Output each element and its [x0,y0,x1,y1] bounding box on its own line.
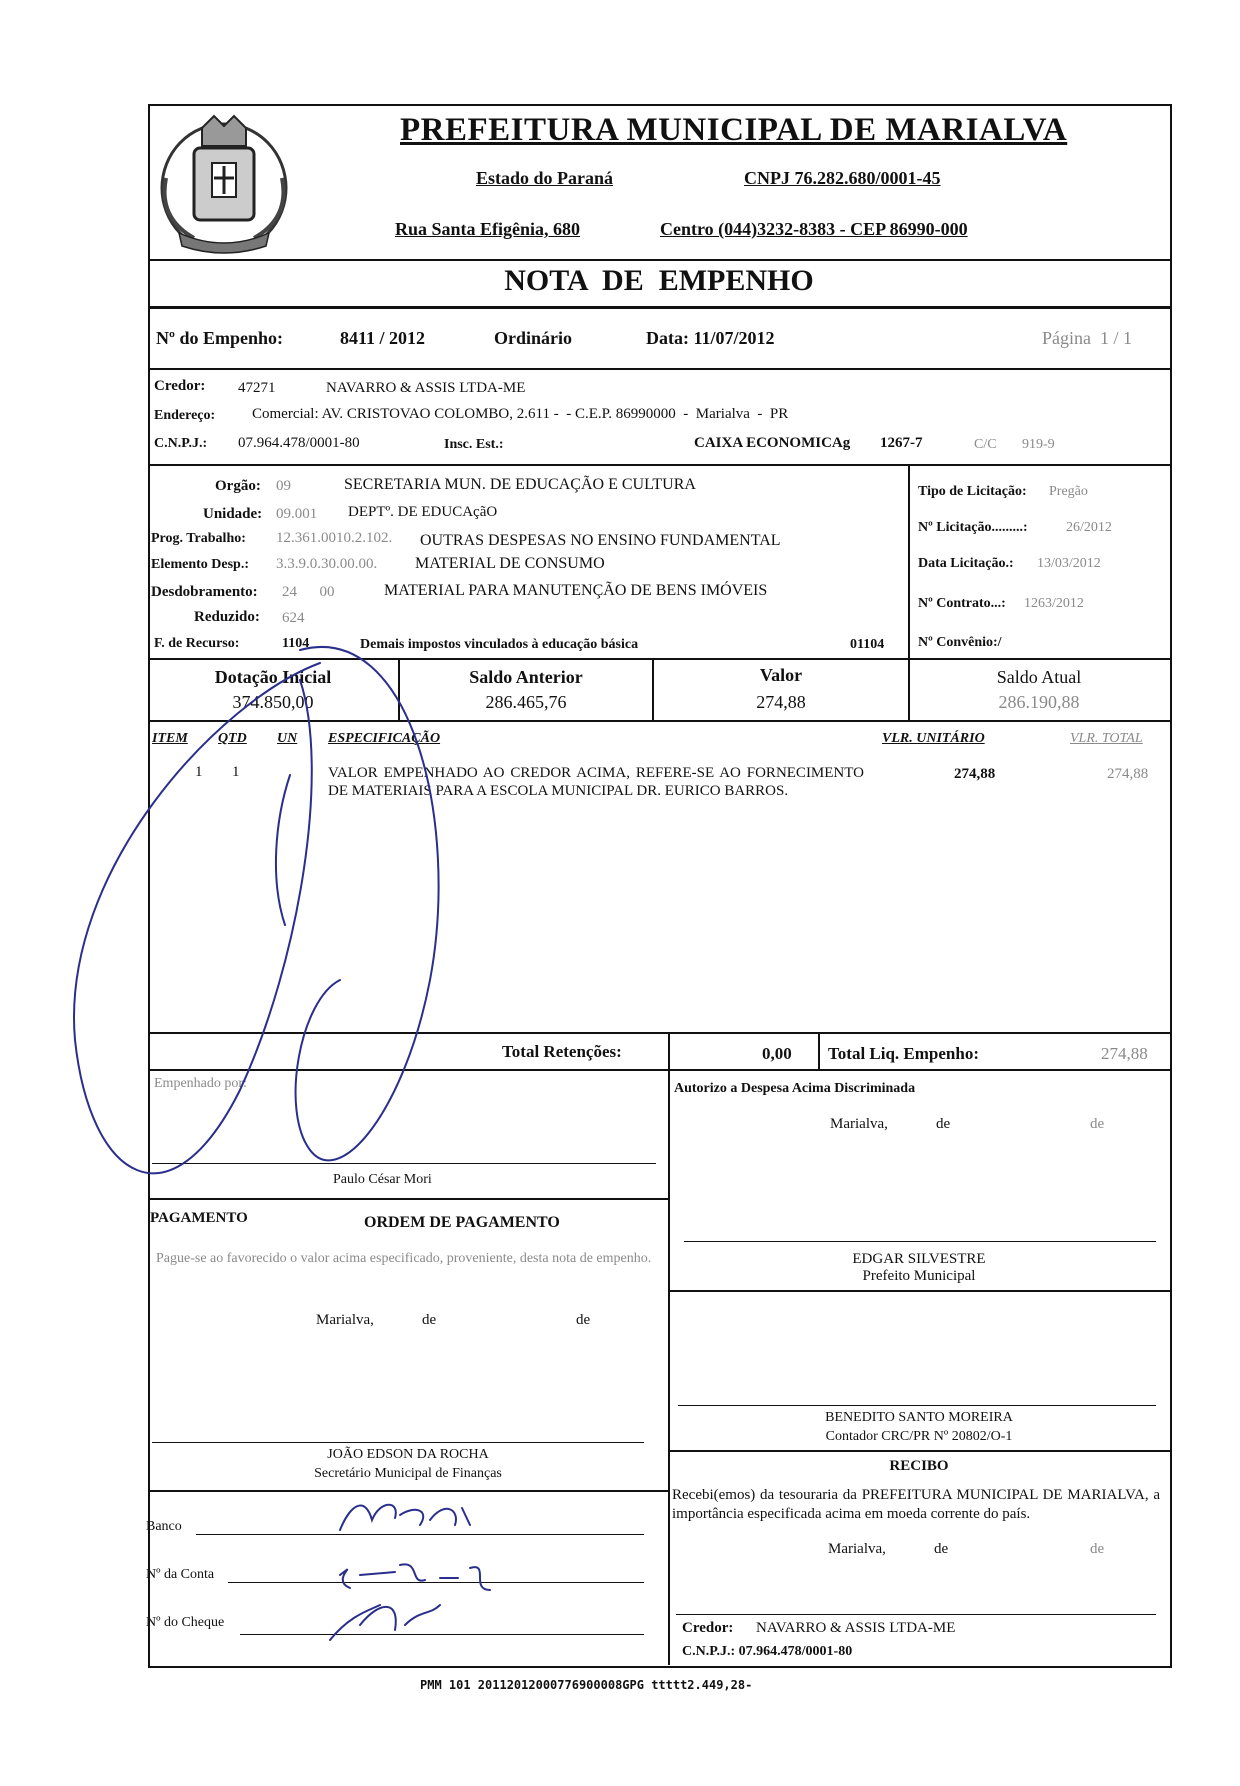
credor-address: Comercial: AV. CRISTOVAO COLOMBO, 2.611 - - C.E.P. 86990000 - Marialva - PR [252,406,789,422]
empenho-date: Data: 11/07/2012 [646,328,775,348]
divider [148,1032,1170,1034]
saldo-atual-label: Saldo Atual [996,667,1082,687]
ordem-pagamento-title: ORDEM DE PAGAMENTO [364,1214,560,1231]
col-total-header: VLR. TOTAL [1070,731,1143,746]
recibo-city: Marialva, [828,1541,886,1557]
cc-number: 919-9 [1022,437,1055,452]
signature-line [678,1405,1156,1406]
data-licitacao: 13/03/2012 [1037,556,1101,571]
total-retencoes-label: Total Retenções: [502,1042,622,1061]
fonte-code: 1104 [282,636,310,651]
pagamento-de-1: de [422,1312,437,1328]
data-licitacao-label: Data Licitação.: [918,556,1014,571]
unidade-label: Unidade: [203,506,263,522]
secretario-name: JOÃO EDSON DA ROCHA [327,1447,489,1462]
total-liq-label: Total Liq. Empenho: [828,1044,979,1063]
header-state: Estado do Paraná [476,168,614,188]
empenho-type: Ordinário [494,328,573,348]
row-qtd: 1 [232,764,240,780]
footer-print-code: PMM 101 20112012000776900008GPG ttttt2.449,28- [420,1678,753,1692]
divider [148,720,1170,722]
row-unit-value: 274,88 [954,766,996,782]
total-liq-value: 274,88 [1101,1044,1148,1063]
autorizo-city: Marialva, [830,1116,888,1132]
header-cnpj: CNPJ 76.282.680/0001-45 [744,168,941,188]
prog-code: 12.361.0010.2.102. [276,530,393,546]
col-un-header: UN [277,731,298,746]
fonte-name: Demais impostos vinculados à educação básica [360,637,639,652]
orgao-label: Orgão: [215,478,261,494]
row-spec: VALOR EMPENHADO AO CREDOR ACIMA, REFERE-SE AO FORNECIMENTO DE MATERIAIS PARA A ESCOLA MUNICIPAL DR. EURICO BARROS. [328,765,864,799]
prefeito-name: EDGAR SILVESTRE [852,1251,986,1267]
divider [148,1490,668,1492]
divider [148,464,1170,466]
pagamento-label: PAGAMENTO [150,1210,248,1226]
cheque-label: Nº do Cheque [146,1615,225,1630]
divider [148,658,1170,660]
orgao-code: 09 [276,478,291,494]
secretario-role: Secretário Municipal de Finanças [314,1466,502,1481]
saldo-anterior-label: Saldo Anterior [469,667,583,687]
orgao-name: SECRETARIA MUN. DE EDUCAÇÃO E CULTURA [344,476,696,493]
recibo-credor-cnpj: C.N.P.J.: 07.964.478/0001-80 [682,1644,853,1659]
valor-label: Valor [759,665,803,685]
saldo-anterior-value: 286.465,76 [485,692,567,712]
row-item: 1 [195,764,203,780]
fonte-number: 01104 [850,637,885,652]
col-item-header: ITEM [152,731,188,746]
row-total-value: 274,88 [1107,766,1149,782]
cnpj-label: C.N.P.J.: [154,436,208,451]
licitacao-number: 26/2012 [1066,520,1112,535]
insc-label: Insc. Est.: [444,437,504,452]
elem-label: Elemento Desp.: [151,557,249,572]
tipo-licitacao-label: Tipo de Licitação: [918,484,1027,499]
reduzido-label: Reduzido: [194,609,260,625]
tipo-licitacao: Pregão [1049,484,1088,499]
contador-name: BENEDITO SANTO MOREIRA [825,1410,1013,1425]
col-qtd-header: QTD [218,731,247,746]
header-contact: Centro (044)3232-8383 - CEP 86990-000 [660,219,968,239]
header-address: Rua Santa Efigênia, 680 [395,219,581,239]
pague-text: Pague-se ao favorecido o valor acima especificado, proveniente, desta nota de empenho. [156,1251,652,1266]
cc-label: C/C [974,437,997,452]
divider [148,368,1170,370]
signature-line [676,1614,1156,1615]
signature-line [152,1163,656,1164]
header-title: PREFEITURA MUNICIPAL DE MARIALVA [400,112,1068,148]
dotacao-value: 374.850,00 [232,692,314,712]
banco-field[interactable] [196,1534,644,1535]
contador-role: Contador CRC/PR Nº 20802/O-1 [825,1429,1013,1444]
divider [668,1069,670,1665]
convenio-label: Nº Convênio:/ [918,635,1002,650]
elem-code: 3.3.9.0.30.00.00. [276,556,378,572]
autorizo-text: Autorizo a Despesa Acima Discriminada [674,1081,916,1096]
divider [148,306,1170,309]
empenhado-por-label: Empenhado por: [154,1076,247,1091]
divider [668,1450,1170,1452]
reduzido-value: 624 [282,610,305,626]
divider [148,1198,668,1200]
divider [908,464,910,660]
pagamento-city: Marialva, [316,1312,374,1328]
credor-name: NAVARRO & ASSIS LTDA-ME [326,380,526,396]
divider [148,259,1170,261]
conta-label: Nº da Conta [146,1567,215,1582]
recibo-de-1: de [934,1541,949,1557]
total-retencoes-value: 0,00 [762,1044,792,1063]
credor-cnpj: 07.964.478/0001-80 [238,435,360,451]
contrato-label: Nº Contrato...: [918,596,1006,611]
recibo-credor-label: Credor: [682,1620,734,1636]
signature-line [684,1241,1156,1242]
prog-label: Prog. Trabalho: [151,531,246,546]
banco-label: Banco [146,1519,182,1534]
page-number: Página 1 / 1 [1042,328,1132,348]
prefeito-role: Prefeito Municipal [862,1268,976,1284]
autorizo-de-2: de [1090,1116,1105,1132]
prog-name: OUTRAS DESPESAS NO ENSINO FUNDAMENTAL [420,532,781,549]
signature-line [152,1442,644,1443]
contrato-number: 1263/2012 [1024,596,1084,611]
cheque-field[interactable] [240,1634,644,1635]
bank-name: CAIXA ECONOMICAg [694,435,851,451]
divider [148,1069,1170,1071]
conta-field[interactable] [228,1582,644,1583]
unidade-code: 09.001 [276,506,318,522]
valor-value: 274,88 [756,692,806,712]
recibo-title: RECIBO [889,1458,949,1474]
address-label: Endereço: [154,408,216,423]
autorizo-de-1: de [936,1116,951,1132]
saldo-atual-value: 286.190,88 [998,692,1080,712]
empenho-number: 8411 / 2012 [340,328,426,348]
desd-code: 24 00 [282,584,335,600]
bank-agency: 1267-7 [880,435,923,451]
recibo-credor-name: NAVARRO & ASSIS LTDA-ME [756,1620,956,1636]
col-unit-header: VLR. UNITÁRIO [882,731,985,746]
empenho-number-label: Nº do Empenho: [156,328,283,348]
empenhado-name: Paulo César Mori [333,1172,432,1187]
recibo-text: Recebi(emos) da tesouraria da PREFEITURA MUNICIPAL DE MARIALVA, a importância especificada acima em moeda corrente do país. [672,1487,1160,1522]
pagamento-de-2: de [576,1312,591,1328]
credor-label: Credor: [154,378,206,394]
licitacao-number-label: Nº Licitação.........: [918,520,1028,535]
coat-of-arms-logo [154,108,294,258]
elem-name: MATERIAL DE CONSUMO [415,555,605,572]
credor-code: 47271 [238,380,276,396]
col-spec-header: ESPECIFICAÇÃO [328,731,441,746]
dotacao-label: Dotação Inicial [214,667,332,687]
desd-name: MATERIAL PARA MANUTENÇÃO DE BENS IMÓVEIS [384,582,768,599]
divider [818,1032,820,1069]
doc-title: NOTA DE EMPENHO [504,264,814,297]
divider [668,1032,670,1069]
unidade-name: DEPTº. DE EDUCAçãO [348,504,498,520]
desd-label: Desdobramento: [151,584,258,600]
divider [668,1290,1170,1292]
recibo-de-2: de [1090,1541,1105,1557]
fonte-label: F. de Recurso: [154,636,240,651]
